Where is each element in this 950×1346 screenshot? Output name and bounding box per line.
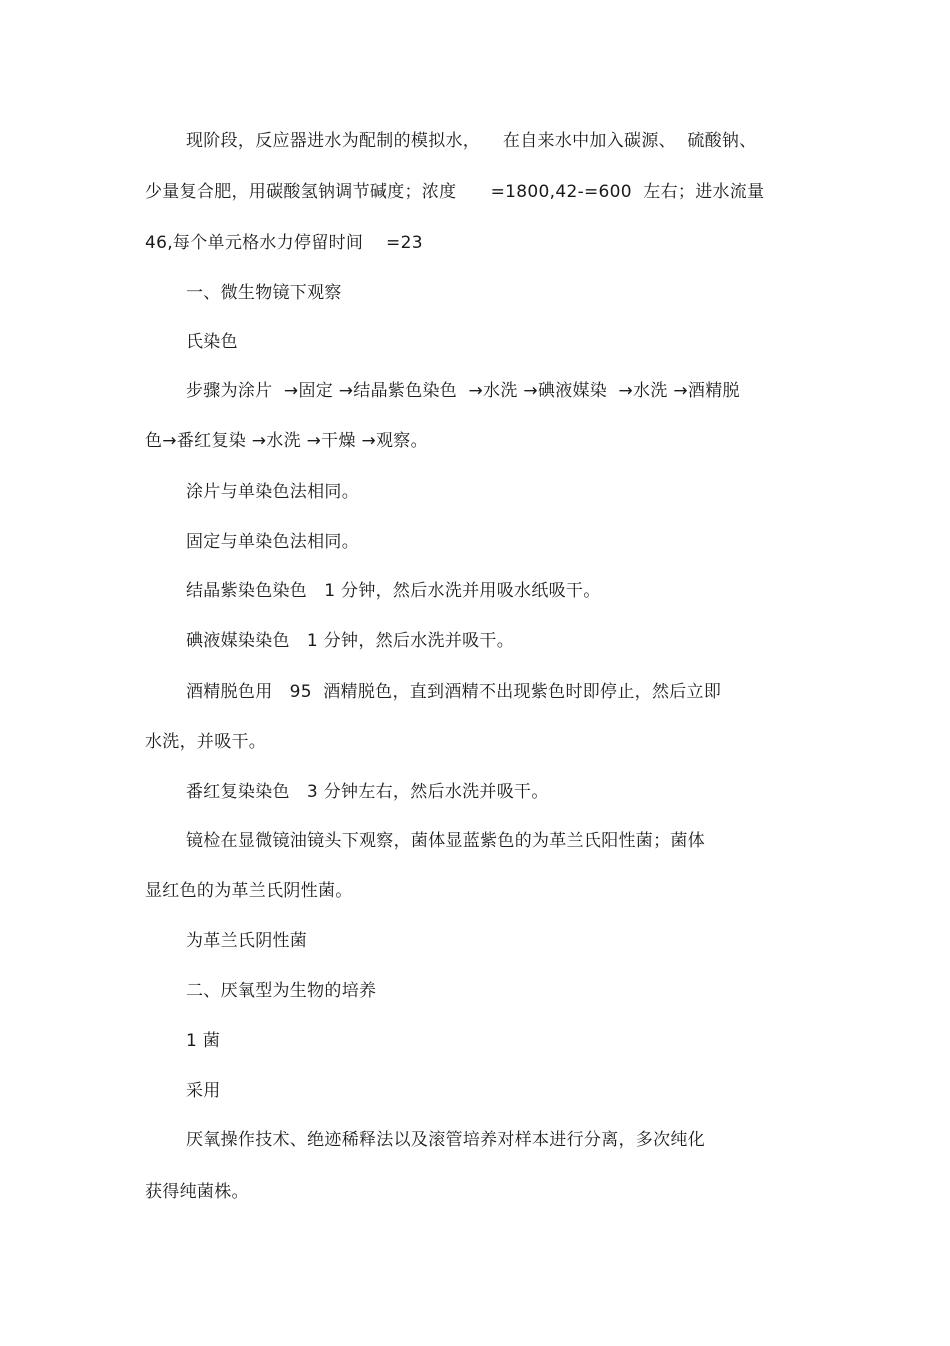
paragraph-line: 涂片与单染色法相同。: [186, 482, 359, 502]
paragraph-line: 氏染色: [186, 332, 238, 352]
paragraph-line: 厌氧操作技术、绝迹稀释法以及滚管培养对样本进行分离，多次纯化: [186, 1130, 705, 1150]
paragraph-line: 1 菌: [186, 1031, 221, 1051]
paragraph-line: 现阶段，反应器进水为配制的模拟水， 在自来水中加入碳源、 硫酸钠、: [186, 131, 757, 151]
paragraph-line: 色→番红复染 →水洗 →干燥 →观察。: [145, 431, 428, 451]
paragraph-line: 番红复染染色 3 分钟左右，然后水洗并吸干。: [186, 782, 549, 802]
paragraph-line: 固定与单染色法相同。: [186, 532, 359, 552]
paragraph-line: 水洗，并吸干。: [145, 732, 267, 752]
paragraph-line: 碘液媒染染色 1 分钟，然后水洗并吸干。: [186, 631, 515, 651]
section-heading: 一、微生物镜下观察: [186, 283, 342, 303]
paragraph-line: 46,每个单元格水力停留时间 =23: [145, 233, 423, 253]
paragraph-line: 采用: [186, 1081, 221, 1101]
paragraph-line: 结晶紫染色染色 1 分钟，然后水洗并用吸水纸吸干。: [186, 581, 601, 601]
paragraph-line: 少量复合肥，用碳酸氢钠调节碱度；浓度 =1800,42-=600 左右；进水流量: [145, 182, 765, 202]
paragraph-line: 步骤为涂片 →固定 →结晶紫色染色 →水洗 →碘液媒染 →水洗 →酒精脱: [186, 381, 740, 401]
paragraph-line: 镜检在显微镜油镜头下观察，菌体显蓝紫色的为革兰氏阳性菌；菌体: [186, 831, 705, 851]
paragraph-line: 酒精脱色用 95 酒精脱色，直到酒精不出现紫色时即停止，然后立即: [186, 682, 722, 702]
section-heading: 二、厌氧型为生物的培养: [186, 981, 377, 1001]
paragraph-line: 为革兰氏阴性菌: [186, 931, 308, 951]
paragraph-line: 获得纯菌株。: [145, 1182, 249, 1202]
paragraph-line: 显红色的为革兰氏阴性菌。: [145, 881, 353, 901]
